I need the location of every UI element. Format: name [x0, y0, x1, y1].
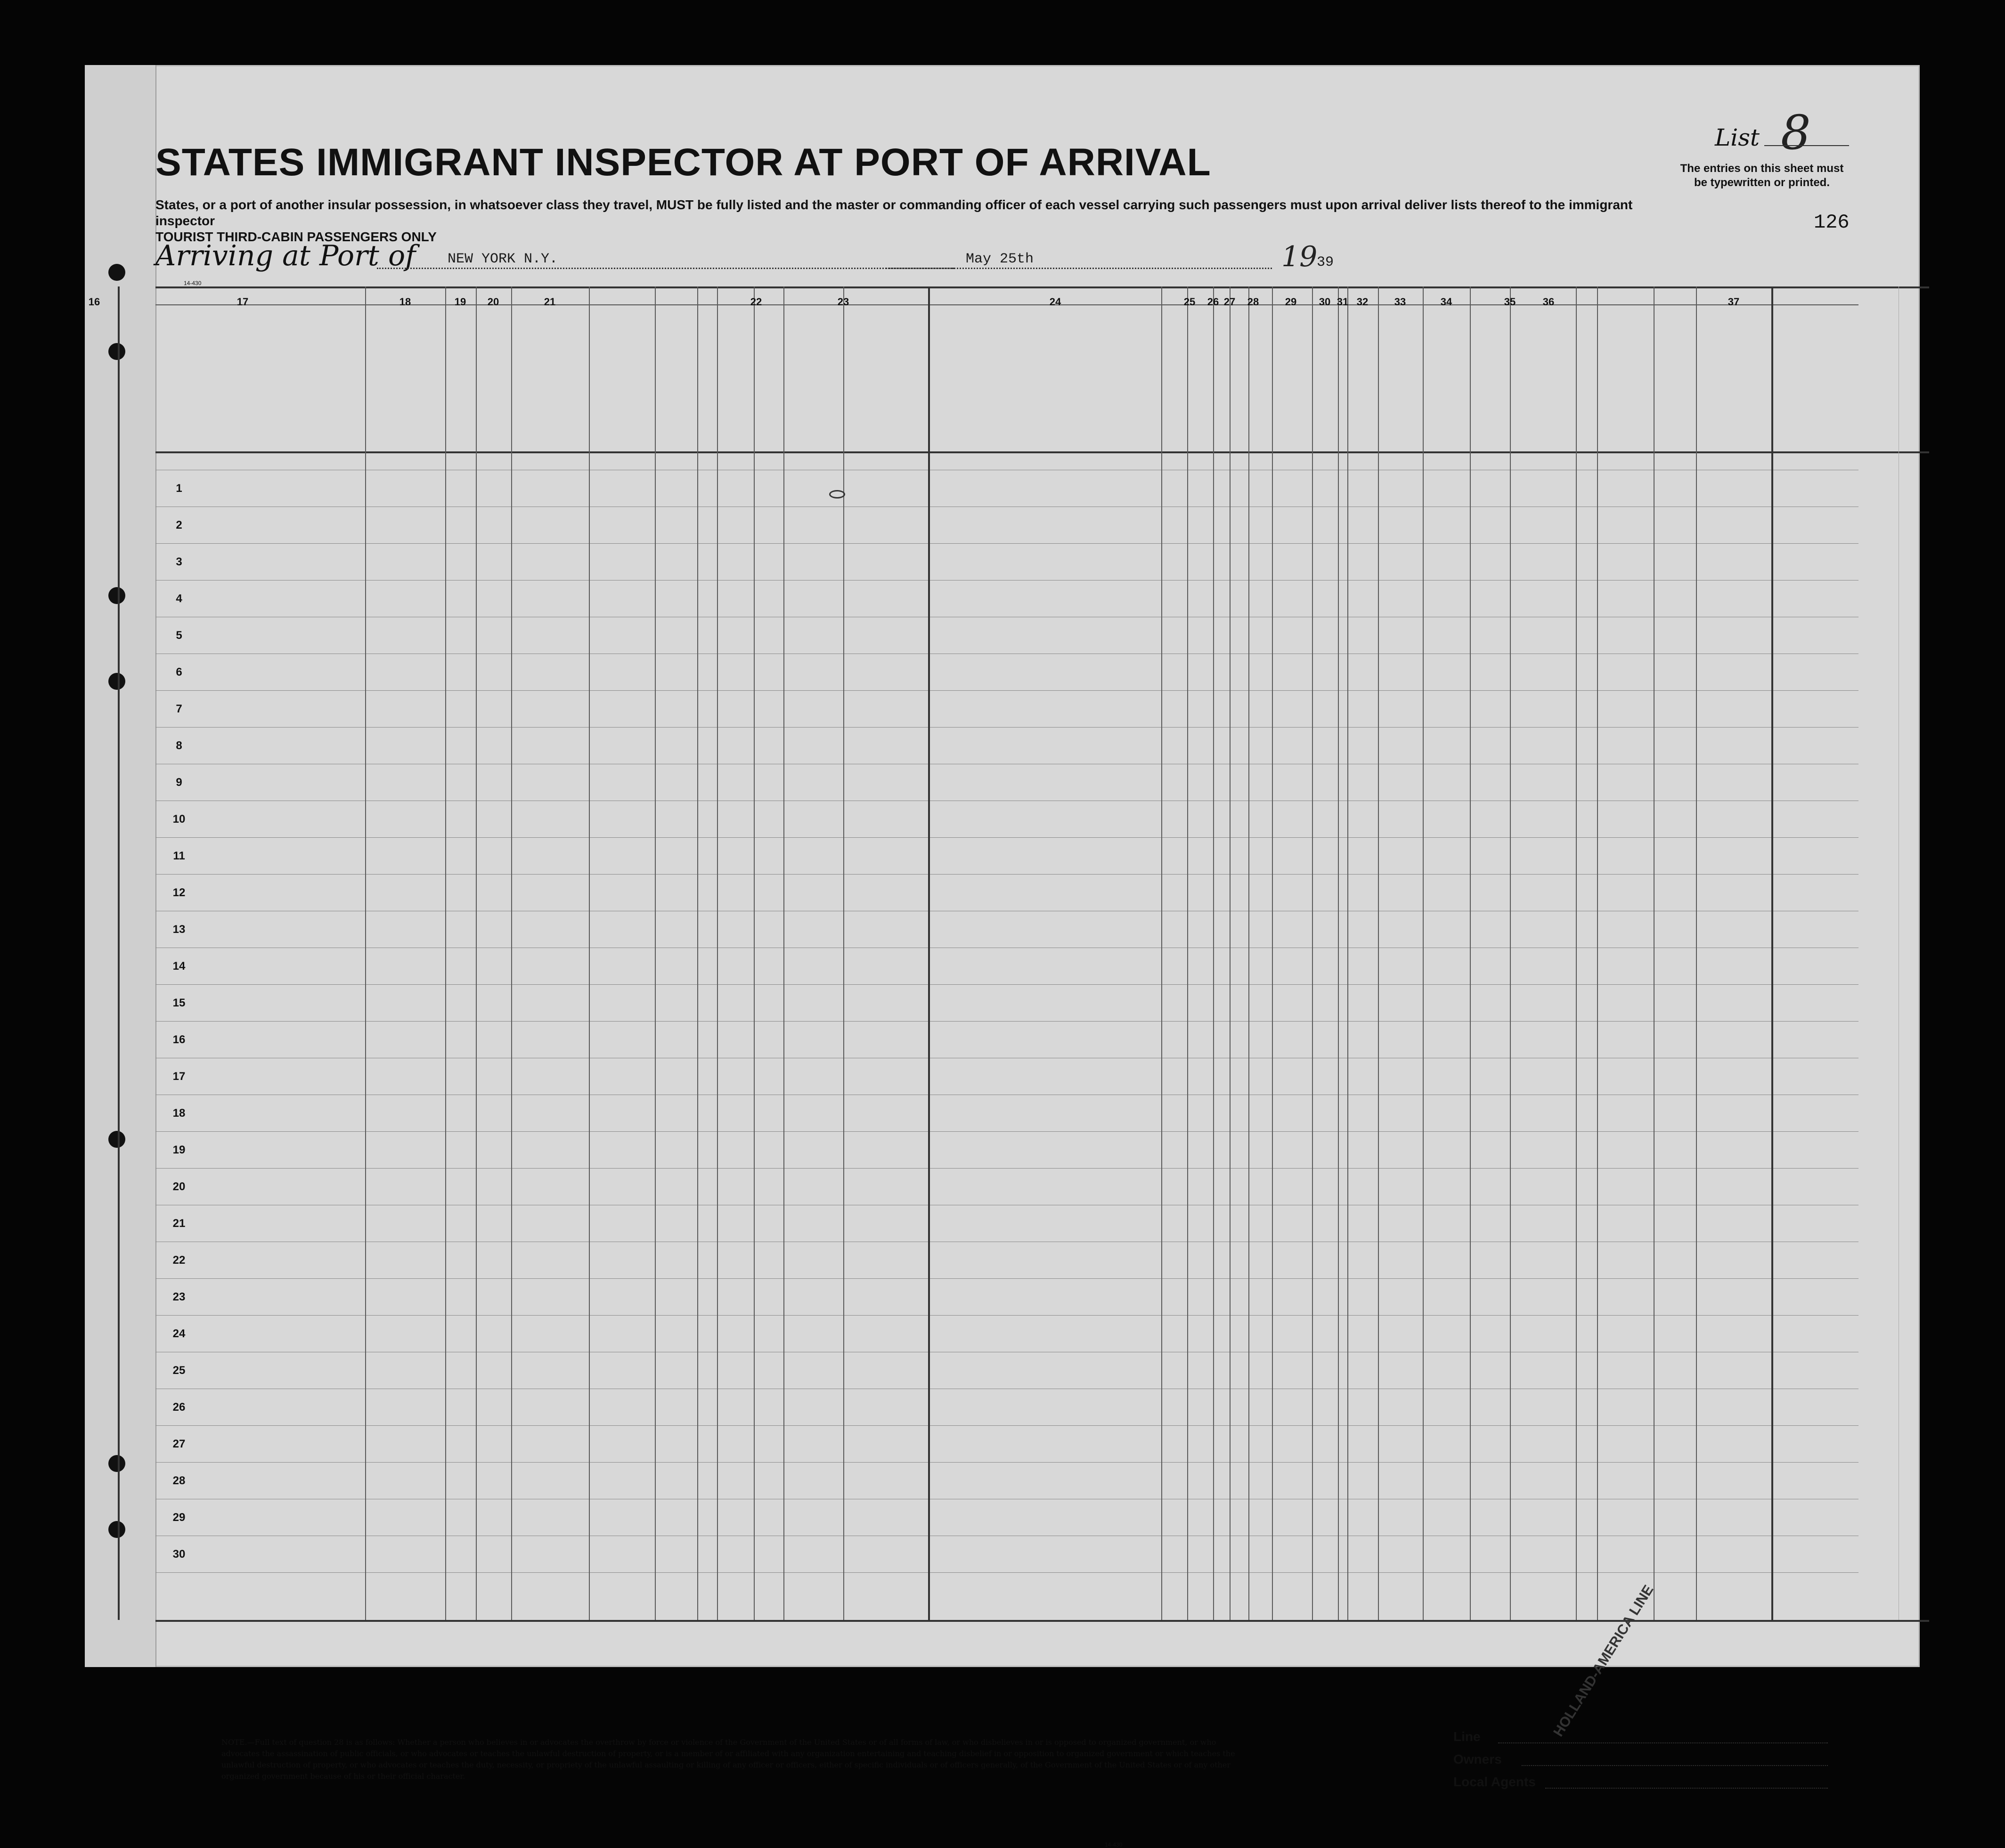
- row-number: 15: [172, 997, 186, 1009]
- row-number: 9: [176, 776, 182, 789]
- column-number: 37: [1728, 296, 1740, 308]
- column-number: 32: [1356, 296, 1369, 308]
- column-number: 29: [1285, 296, 1297, 308]
- column-rule: [476, 286, 477, 1620]
- column-rule: [1161, 286, 1162, 1620]
- row-number: 23: [172, 1291, 186, 1303]
- row-number: 2: [176, 519, 182, 532]
- row-number: 22: [172, 1254, 186, 1267]
- row-number: 3: [176, 556, 182, 568]
- column-number: 33: [1394, 296, 1406, 308]
- column-rule: [717, 286, 718, 1620]
- manifest-sheet: [85, 65, 1920, 1848]
- row-rule: [155, 1572, 1858, 1573]
- row-number: 8: [176, 739, 182, 752]
- column-rule: [1597, 286, 1598, 1620]
- owners-label: Owners: [1453, 1752, 1502, 1766]
- column-number: 25: [1183, 296, 1196, 308]
- instruction-text: States, or a port of another insular possession, in whatsoever class they travel, MUST be fully listed and the master or commanding officer of each vessel carrying such passengers must upon arrival deliver lists thereof to the immigrant inspector: [155, 197, 1633, 228]
- column-number: 21: [544, 296, 556, 308]
- column-rule: [1423, 286, 1424, 1620]
- sheet-number: 126: [1814, 211, 1850, 234]
- column-rule: [1470, 286, 1471, 1620]
- column-rule: [1272, 286, 1273, 1620]
- row-number: 17: [172, 1070, 186, 1083]
- column-rule: [1654, 286, 1655, 1620]
- column-rule: [365, 286, 366, 1620]
- row-number: 20: [172, 1180, 186, 1193]
- column-rule: [1312, 286, 1313, 1620]
- table-bottom-rule: [155, 1620, 1929, 1622]
- row-rule: [155, 690, 1858, 691]
- row-number: 11: [173, 850, 185, 862]
- column-rule: [1347, 286, 1348, 1620]
- passenger-class: TOURIST THIRD-CABIN PASSENGERS ONLY: [155, 229, 437, 244]
- row-number: 7: [176, 703, 182, 715]
- column-number: 16: [88, 296, 100, 308]
- row-number: 13: [172, 923, 186, 936]
- page-title: STATES IMMIGRANT INSPECTOR AT PORT OF ARRIVAL: [155, 141, 1211, 184]
- list-label: List: [1715, 124, 1760, 151]
- date-value: May 25th: [966, 251, 1034, 267]
- column-number: 30: [1319, 296, 1331, 308]
- column-rule: [1378, 286, 1379, 1620]
- header-bottom-rule: [155, 451, 1929, 453]
- row-rule: [155, 1462, 1858, 1463]
- line-label: Line: [1453, 1729, 1481, 1744]
- column-number: 26: [1207, 296, 1219, 308]
- typewritten-instruction: The entries on this sheet must be typewritten or printed.: [1680, 162, 1844, 189]
- row-number: 27: [172, 1438, 186, 1450]
- column-rule: [589, 286, 590, 1620]
- agents-label: Local Agents: [1453, 1774, 1536, 1789]
- row-rule: [155, 874, 1858, 875]
- line-field: [1498, 1742, 1828, 1743]
- year-prefix: 19: [1281, 240, 1318, 273]
- column-rule: [754, 286, 755, 1620]
- owners-field: [1522, 1765, 1828, 1766]
- list-number: 8: [1781, 105, 1811, 160]
- column-rule: [783, 286, 784, 1620]
- column-rule: [1248, 286, 1249, 1620]
- row-number: 21: [172, 1217, 186, 1230]
- column-rule: [697, 286, 698, 1620]
- port-value: NEW YORK N.Y.: [448, 251, 558, 267]
- column-rule: [1771, 286, 1773, 1620]
- column-number: 24: [1049, 296, 1061, 308]
- header-rule: [155, 286, 1929, 288]
- row-number: 4: [176, 592, 182, 605]
- row-number: 28: [172, 1474, 186, 1487]
- row-number: 6: [176, 666, 182, 679]
- column-rule: [1510, 286, 1511, 1620]
- row-rule: [155, 727, 1858, 728]
- row-rule: [155, 1168, 1858, 1169]
- column-rule: [843, 286, 844, 1620]
- row-number: 16: [172, 1033, 186, 1046]
- column-number: 36: [1542, 296, 1555, 308]
- column-rule: [1187, 286, 1188, 1620]
- row-rule: [155, 1131, 1858, 1132]
- column-rule: [655, 286, 656, 1620]
- row-number: 19: [172, 1144, 186, 1156]
- column-rule: [1230, 286, 1231, 1620]
- handwritten-circled-note: [829, 490, 845, 499]
- row-number: 18: [172, 1107, 186, 1120]
- shipping-line-stamp: HOLLAND-AMERICA LINE: [1550, 1582, 1657, 1740]
- column-rule: [511, 286, 512, 1620]
- row-rule: [155, 984, 1858, 985]
- column-number: 28: [1247, 296, 1259, 308]
- row-number: 26: [172, 1401, 186, 1414]
- year-suffix: 39: [1317, 254, 1334, 270]
- row-number: 5: [176, 629, 182, 642]
- column-number: 31: [1337, 296, 1349, 308]
- row-number: 25: [172, 1364, 186, 1377]
- column-rule: [928, 286, 930, 1620]
- arriving-label: Arriving at Port of: [155, 239, 416, 272]
- footer-form-number: 14-430: [1105, 1841, 1123, 1848]
- column-number: 17: [236, 296, 249, 308]
- form-number: 14-430: [184, 280, 202, 286]
- column-rule: [118, 286, 120, 1620]
- row-rule: [155, 1021, 1858, 1022]
- manifest-table: [85, 65, 1920, 1667]
- column-number: 22: [750, 296, 762, 308]
- row-number: 29: [172, 1511, 186, 1524]
- row-rule: [155, 543, 1858, 544]
- row-rule: [155, 1315, 1858, 1316]
- row-number: 24: [172, 1327, 186, 1340]
- column-number: 18: [399, 296, 411, 308]
- row-rule: [155, 1278, 1858, 1279]
- row-number: 30: [172, 1548, 186, 1561]
- agents-field: [1545, 1788, 1828, 1789]
- column-rule: [1338, 286, 1339, 1620]
- column-number: 20: [487, 296, 499, 308]
- column-rule: [1576, 286, 1577, 1620]
- column-number: 19: [454, 296, 466, 308]
- row-number: 14: [172, 960, 186, 973]
- row-number: 1: [176, 482, 182, 495]
- column-rule: [1696, 286, 1697, 1620]
- column-number: 23: [837, 296, 849, 308]
- row-number: 10: [172, 813, 186, 826]
- row-rule: [155, 1425, 1858, 1426]
- footnote: NOTE.—Full text of question 28 is as follows: Whether a person who believes in or advocates the overthrow by force or violence of the Government of the United States or of all forms of law, or who disbelieves in or is opposed to organized government, or who advocates the assassination of public officials, or who advocates or teaches the unlawful destruction of property, or is a member of or affiliated with any organization entertaining and teaching disbelief in or opposition to organized government or which teaches the unlawful destruction of property, or who advocates or teaches the duty, necessity, or propriety of the unlawful assaulting or killing of any officer or officers, either of specific individuals or of officers generally, of the Government of the United States or of any other organized government because of his or their official character.: [221, 1738, 1235, 1781]
- row-number: 12: [172, 886, 186, 899]
- row-rule: [155, 837, 1858, 838]
- column-rule: [1213, 286, 1214, 1620]
- row-rule: [155, 580, 1858, 581]
- column-number: 27: [1223, 296, 1236, 308]
- column-rule: [445, 286, 446, 1620]
- column-number: 35: [1504, 296, 1516, 308]
- column-number: 34: [1440, 296, 1452, 308]
